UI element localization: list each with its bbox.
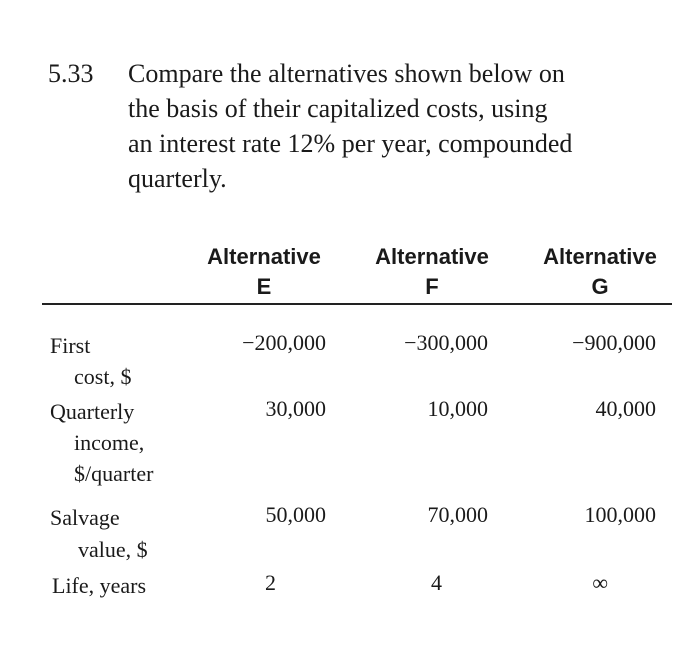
- problem-text-line: the basis of their capitalized costs, using: [128, 94, 548, 123]
- table-cell: ∞: [592, 570, 608, 595]
- row-label-first-cost-cont: cost, $: [74, 364, 132, 389]
- column-header-g: [520, 242, 680, 302]
- problem-text-line: Compare the alternatives shown below on: [128, 59, 565, 88]
- column-header-label: Alternative: [207, 244, 321, 269]
- row-label-salvage-value: Salvage: [50, 505, 120, 530]
- table-cell: 100,000: [584, 502, 656, 527]
- table-cell: −900,000: [572, 330, 656, 355]
- problem-text-line: quarterly.: [128, 164, 227, 193]
- column-header-letter: G: [591, 274, 609, 299]
- row-label-quarterly-income-cont: $/quarter: [74, 461, 154, 486]
- table-header-rule: [42, 303, 672, 305]
- table-cell: 40,000: [595, 396, 656, 421]
- row-label-salvage-value-cont: value, $: [78, 537, 148, 562]
- column-header-letter: F: [425, 274, 439, 299]
- column-header-label: Alternative: [375, 244, 489, 269]
- table-cell: 30,000: [265, 396, 326, 421]
- column-header-letter: E: [256, 274, 272, 299]
- table-cell: 50,000: [265, 502, 326, 527]
- row-label-first-cost: First: [50, 333, 91, 358]
- row-label-life-years: Life, years: [52, 573, 147, 598]
- column-header-label: Alternative: [543, 244, 657, 269]
- column-header-f: [352, 242, 512, 302]
- table-cell: −300,000: [404, 330, 488, 355]
- table-cell: 2: [265, 570, 276, 595]
- row-label-quarterly-income-cont: income,: [74, 430, 145, 455]
- problem-text-line: an interest rate 12% per year, compounded: [128, 129, 573, 158]
- problem-number: 5.33: [48, 59, 94, 88]
- table-cell: 4: [431, 570, 442, 595]
- column-header-e: [184, 242, 344, 302]
- table-cell: 70,000: [427, 502, 488, 527]
- table-cell: 10,000: [427, 396, 488, 421]
- row-label-quarterly-income: Quarterly: [50, 399, 135, 424]
- table-cell: −200,000: [242, 330, 326, 355]
